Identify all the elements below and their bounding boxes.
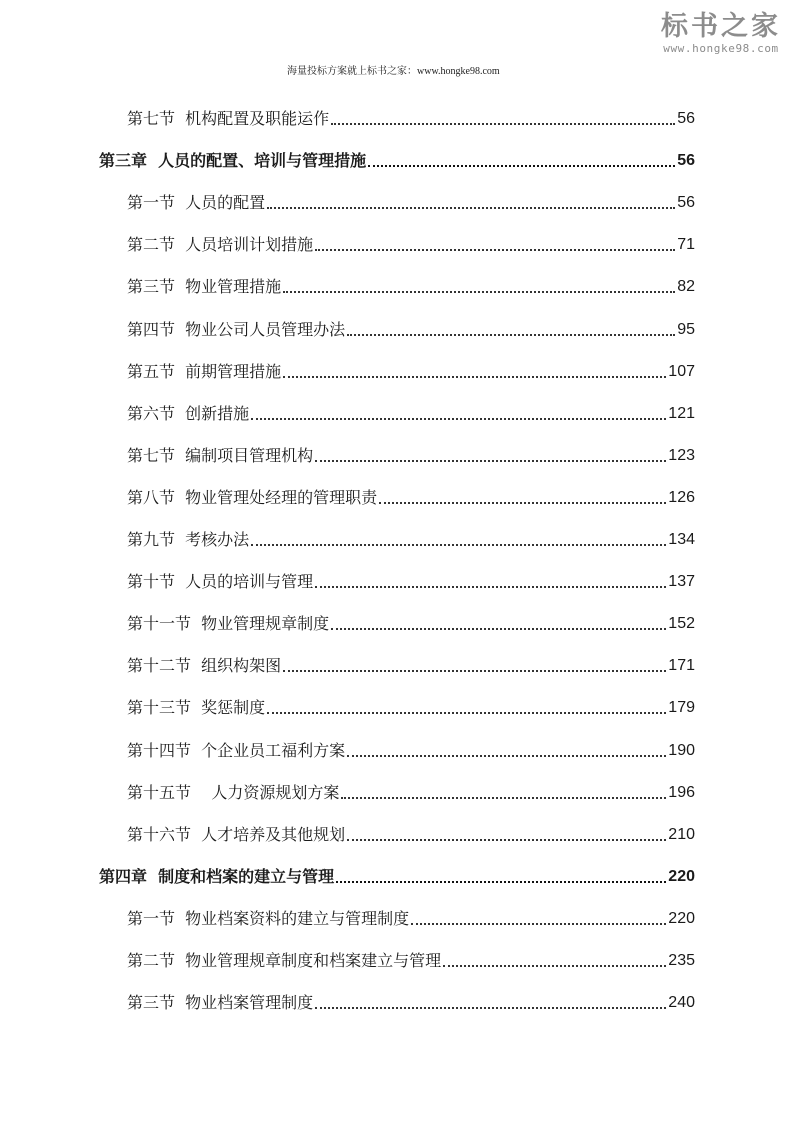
toc-entry-label: 第六节 创新措施 — [127, 403, 250, 423]
toc-section-entry[interactable] — [127, 225, 695, 255]
toc-dot-leader — [341, 797, 666, 799]
toc-entry-label: 第四章 制度和档案的建立与管理 — [99, 866, 335, 886]
toc-section-entry[interactable] — [127, 646, 695, 676]
toc-dot-leader — [315, 1007, 666, 1009]
toc-entry-label: 第七节 机构配置及职能运作 — [127, 109, 330, 128]
toc-dot-leader — [368, 165, 675, 167]
toc-entry-label: 第一节 人员的配置 — [127, 193, 266, 213]
toc-section-entry[interactable] — [127, 941, 695, 971]
toc-entry-label: 第十三节 奖惩制度 — [127, 698, 266, 718]
toc-page-number: 171 — [668, 657, 695, 675]
toc-section-entry[interactable] — [127, 436, 695, 466]
toc-entry-label: 第十五节 人力资源规划方案 — [127, 782, 340, 802]
toc-section-entry[interactable] — [127, 310, 695, 340]
toc-page-number: 235 — [668, 952, 695, 969]
toc-dot-leader — [315, 586, 666, 588]
toc-entry-label: 第十一节 物业管理规章制度 — [127, 614, 330, 634]
toc-dot-leader — [347, 755, 666, 757]
toc-section-entry[interactable] — [127, 267, 695, 297]
toc-chapter-entry[interactable] — [99, 141, 695, 171]
toc-page-number: 240 — [668, 994, 695, 1012]
toc-page-number: 56 — [677, 152, 695, 170]
toc-section-entry[interactable] — [127, 604, 695, 634]
toc-page-number: 56 — [677, 110, 695, 127]
toc-dot-leader — [251, 418, 666, 420]
toc-section-entry[interactable] — [127, 815, 695, 845]
toc-dot-leader — [331, 628, 666, 630]
toc-section-entry[interactable] — [127, 562, 695, 592]
toc-page-number: 152 — [668, 615, 695, 633]
toc-entry-label: 第九节 考核办法 — [127, 530, 250, 549]
toc-entry-label: 第一节 物业档案资料的建立与管理制度 — [127, 908, 410, 928]
toc-entry-label: 第四节 物业公司人员管理办法 — [127, 319, 346, 339]
toc-dot-leader — [267, 712, 666, 714]
toc-page-number: 82 — [677, 278, 695, 296]
toc-section-entry[interactable] — [127, 478, 695, 508]
toc-section-entry[interactable] — [127, 520, 695, 550]
toc-page-number: 220 — [668, 867, 695, 885]
toc-page-number: 179 — [668, 699, 695, 717]
toc-section-entry[interactable] — [127, 394, 695, 424]
toc-dot-leader — [336, 881, 666, 883]
toc-section-entry[interactable] — [127, 688, 695, 718]
toc-entry-label: 第十节 人员的培训与管理 — [127, 572, 314, 592]
toc-dot-leader — [347, 334, 675, 336]
toc-entry-label: 第三章 人员的配置、培训与管理措施 — [99, 151, 367, 171]
toc-entry-label: 第三节 物业档案管理制度 — [127, 993, 314, 1013]
toc-page-number: 210 — [668, 825, 695, 843]
toc-dot-leader — [411, 923, 666, 925]
toc-page-number: 196 — [668, 783, 695, 801]
toc-page-number: 220 — [668, 909, 695, 927]
toc-entry-label: 第十二节 组织构架图 — [127, 656, 282, 676]
toc-dot-leader — [379, 502, 666, 504]
toc-entry-label: 第二节 物业管理规章制度和档案建立与管理 — [127, 951, 442, 970]
toc-section-entry[interactable] — [127, 983, 695, 1013]
page-header: 海量投标方案就上标书之家：www.hongke98.com — [287, 66, 500, 77]
toc-dot-leader — [315, 460, 666, 462]
toc-section-entry[interactable] — [127, 899, 695, 929]
toc-dot-leader — [283, 670, 666, 672]
toc-entry-label: 第十六节 人才培养及其他规划 — [127, 824, 346, 844]
toc-section-entry[interactable] — [127, 352, 695, 382]
toc-section-entry[interactable] — [127, 773, 695, 803]
toc-dot-leader — [267, 207, 675, 209]
toc-page-number: 71 — [677, 236, 695, 254]
toc-section-entry[interactable] — [127, 183, 695, 213]
toc-page-number: 121 — [668, 404, 695, 422]
toc-dot-leader — [283, 376, 666, 378]
toc-page-number: 123 — [668, 446, 695, 464]
toc-page-number: 190 — [668, 741, 695, 759]
toc-page-number: 134 — [668, 531, 695, 548]
brand-logo — [661, 12, 781, 55]
toc-dot-leader — [443, 965, 666, 967]
toc-chapter-entry[interactable] — [99, 857, 695, 887]
logo-url: www.hongke98.com — [663, 42, 779, 55]
toc-dot-leader — [251, 544, 666, 546]
toc-section-entry[interactable] — [127, 99, 695, 129]
toc-dot-leader — [331, 123, 675, 125]
toc-entry-label: 第三节 物业管理措施 — [127, 277, 282, 297]
toc-page-number: 95 — [677, 320, 695, 338]
toc-page-number: 126 — [668, 488, 695, 506]
toc-dot-leader — [283, 291, 675, 293]
toc-entry-label: 第十四节 个企业员工福利方案 — [127, 740, 346, 760]
toc-dot-leader — [315, 249, 675, 251]
toc-entry-label: 第二节 人员培训计划措施 — [127, 235, 314, 255]
toc-section-entry[interactable] — [127, 731, 695, 761]
toc-page-number: 107 — [668, 362, 695, 380]
toc-entry-label: 第七节 编制项目管理机构 — [127, 445, 314, 465]
logo-title: 标书之家 — [661, 11, 781, 42]
toc-dot-leader — [347, 839, 666, 841]
toc-page-number: 56 — [677, 194, 695, 212]
toc-page-number: 137 — [668, 573, 695, 591]
toc-entry-label: 第八节 物业管理处经理的管理职责 — [127, 487, 378, 507]
toc-entry-label: 第五节 前期管理措施 — [127, 361, 282, 381]
